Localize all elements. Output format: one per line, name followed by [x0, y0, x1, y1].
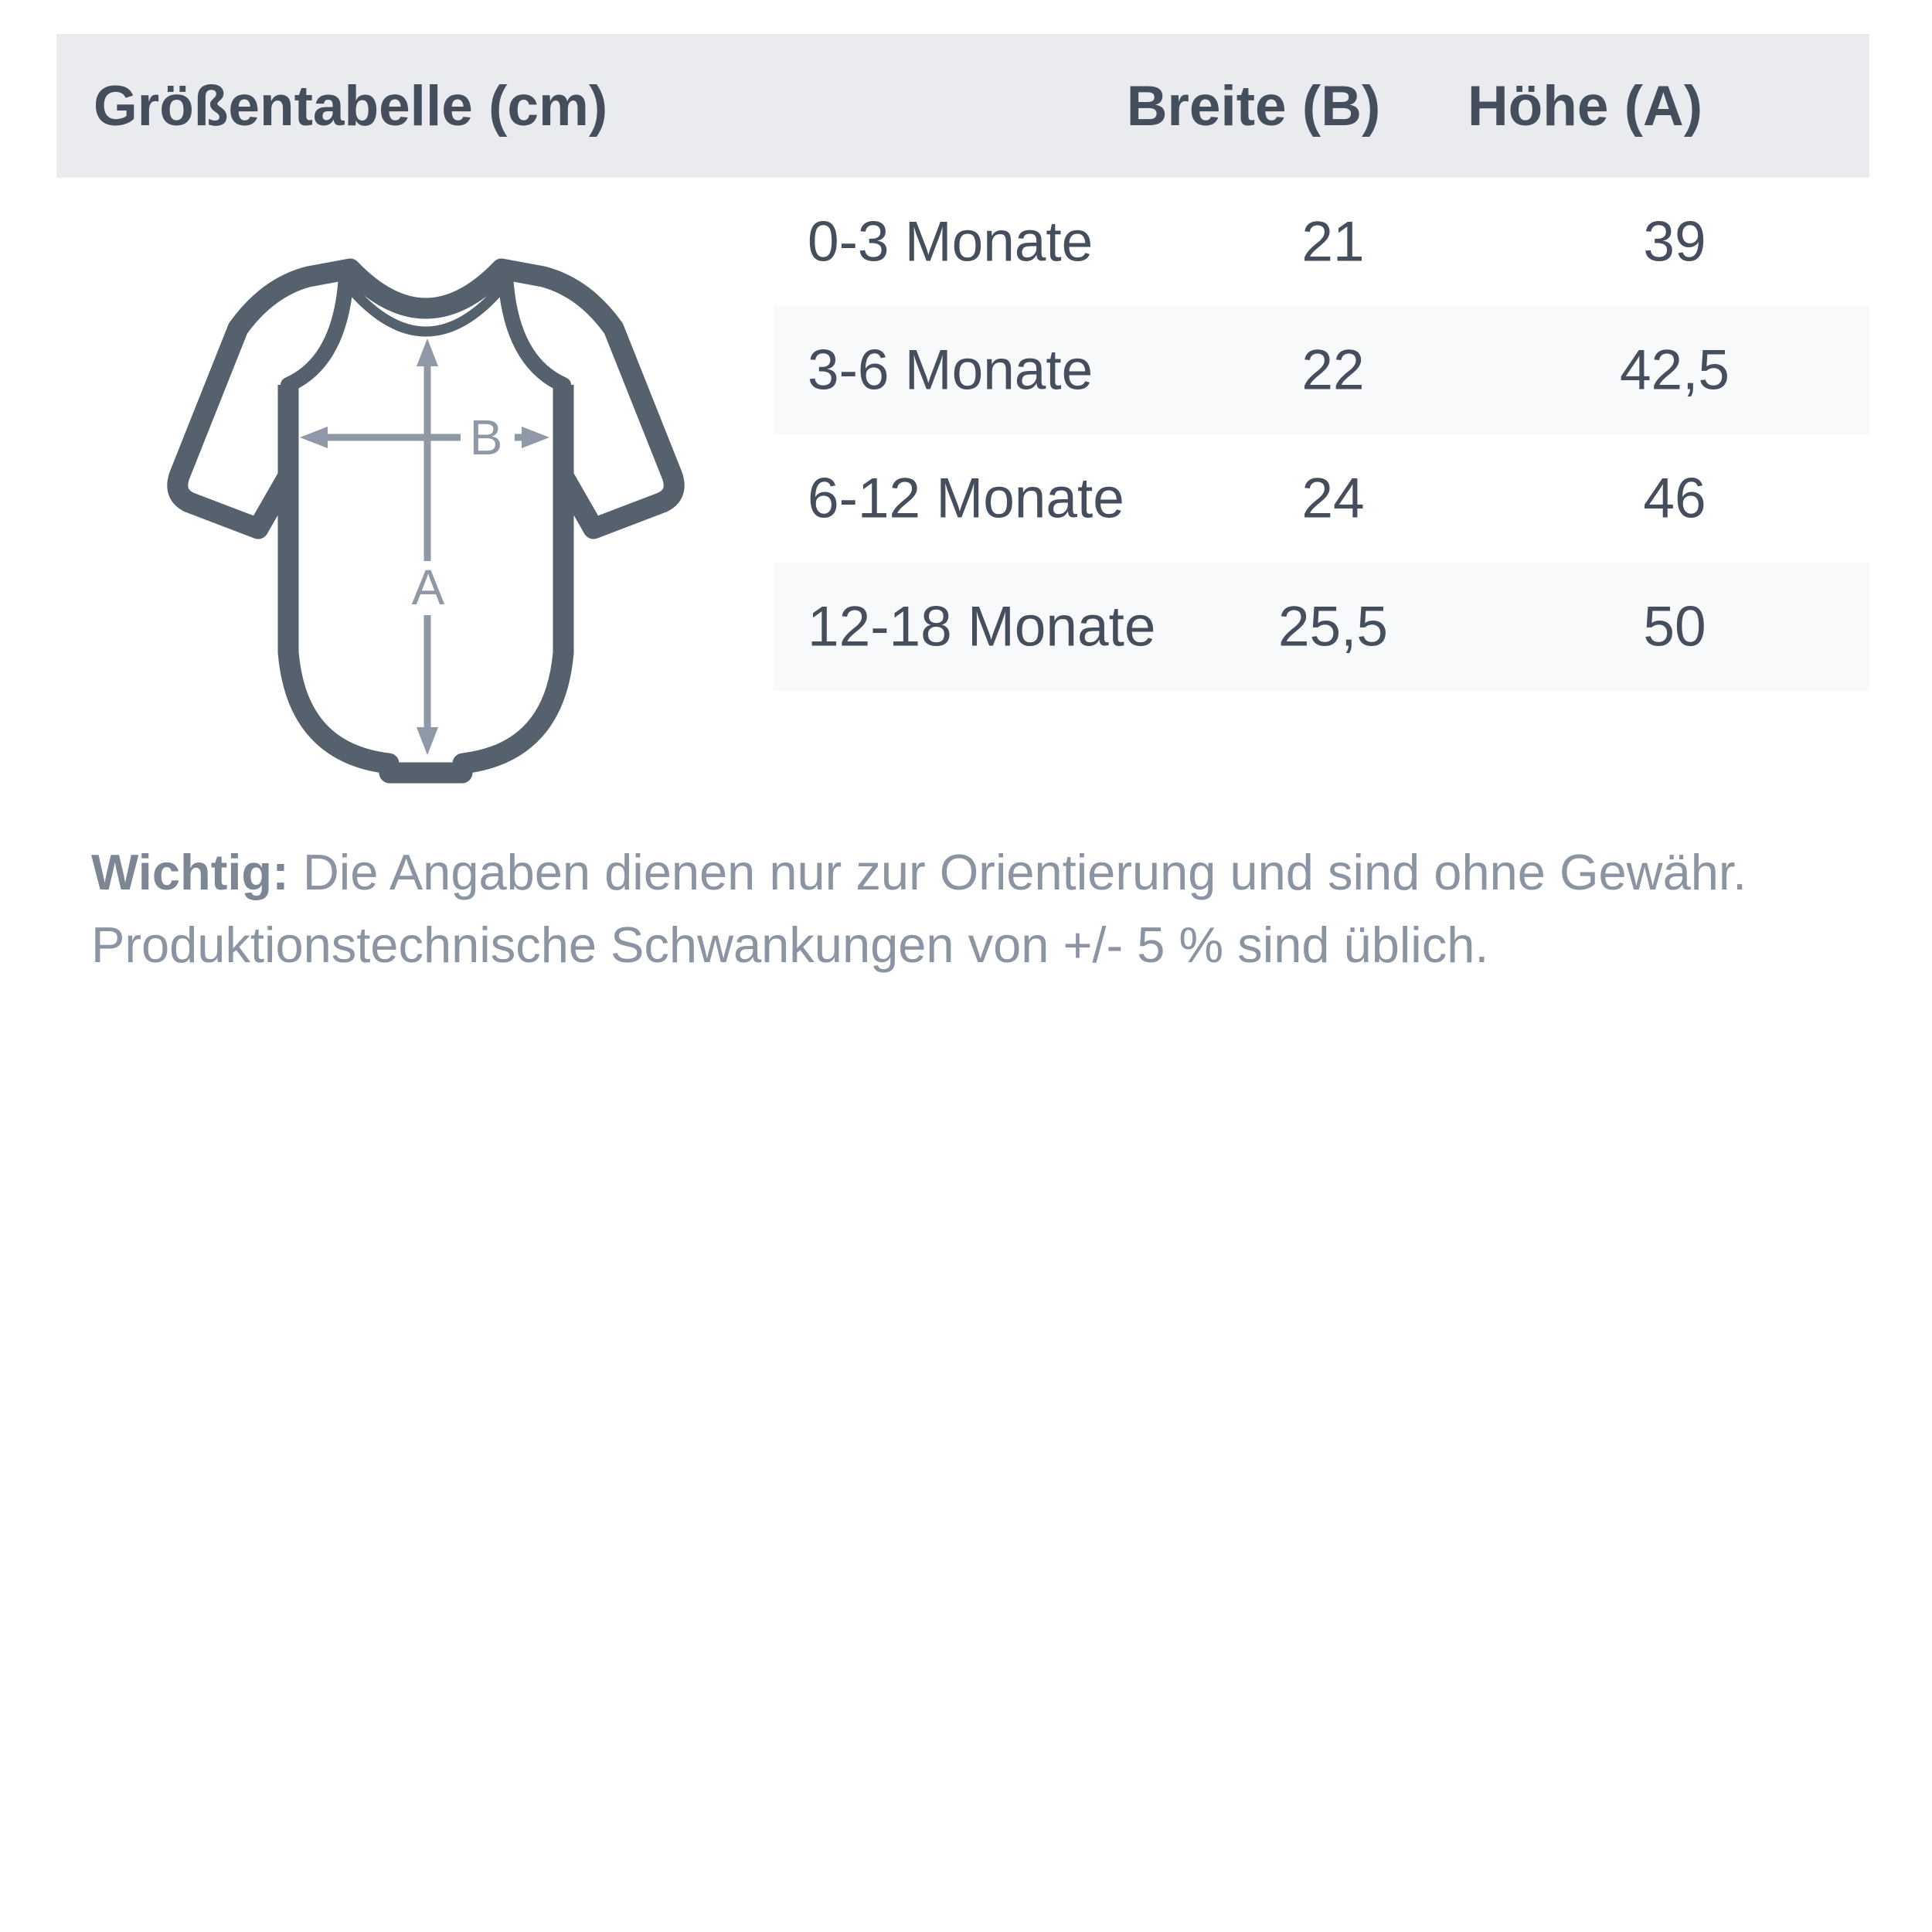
table-row [774, 563, 1869, 691]
page-title: Größentabelle (cm) [94, 74, 608, 138]
size-table [774, 178, 1869, 691]
table-row [774, 306, 1869, 434]
disclaimer-text-1: Die Angaben dienen nur zur Orientierung und sind ohne Gewähr. [302, 844, 1747, 900]
size-cell: 0-3 Monate [808, 210, 1094, 274]
width-cell: 22 [1301, 338, 1365, 402]
table-row [774, 434, 1869, 563]
disclaimer-label: Wichtig: [91, 844, 289, 900]
height-cell: 39 [1643, 210, 1706, 274]
disclaimer-line-1 [91, 836, 1869, 909]
width-arrow-label: B [469, 410, 503, 465]
bodysuit-diagram [161, 230, 696, 796]
height-arrow-label: A [411, 560, 445, 615]
disclaimer-line-2 [91, 909, 1869, 981]
width-cell: 25,5 [1277, 595, 1389, 658]
table-header-band [56, 34, 1869, 178]
size-cell: 3-6 Monate [808, 338, 1094, 402]
table-row [774, 178, 1869, 306]
column-header-height: Höhe (A) [1467, 74, 1703, 138]
disclaimer-note [91, 836, 1869, 981]
height-cell: 42,5 [1619, 338, 1730, 402]
column-header-width: Breite (B) [1126, 74, 1381, 138]
size-cell: 12-18 Monate [808, 595, 1156, 658]
size-cell: 6-12 Monate [808, 467, 1124, 530]
width-cell: 21 [1301, 210, 1365, 274]
width-cell: 24 [1301, 467, 1365, 530]
height-cell: 46 [1643, 467, 1706, 530]
disclaimer-text-2: Produktionstechnische Schwankungen von +/- 5 % sind üblich. [91, 917, 1489, 973]
height-cell: 50 [1643, 595, 1706, 658]
